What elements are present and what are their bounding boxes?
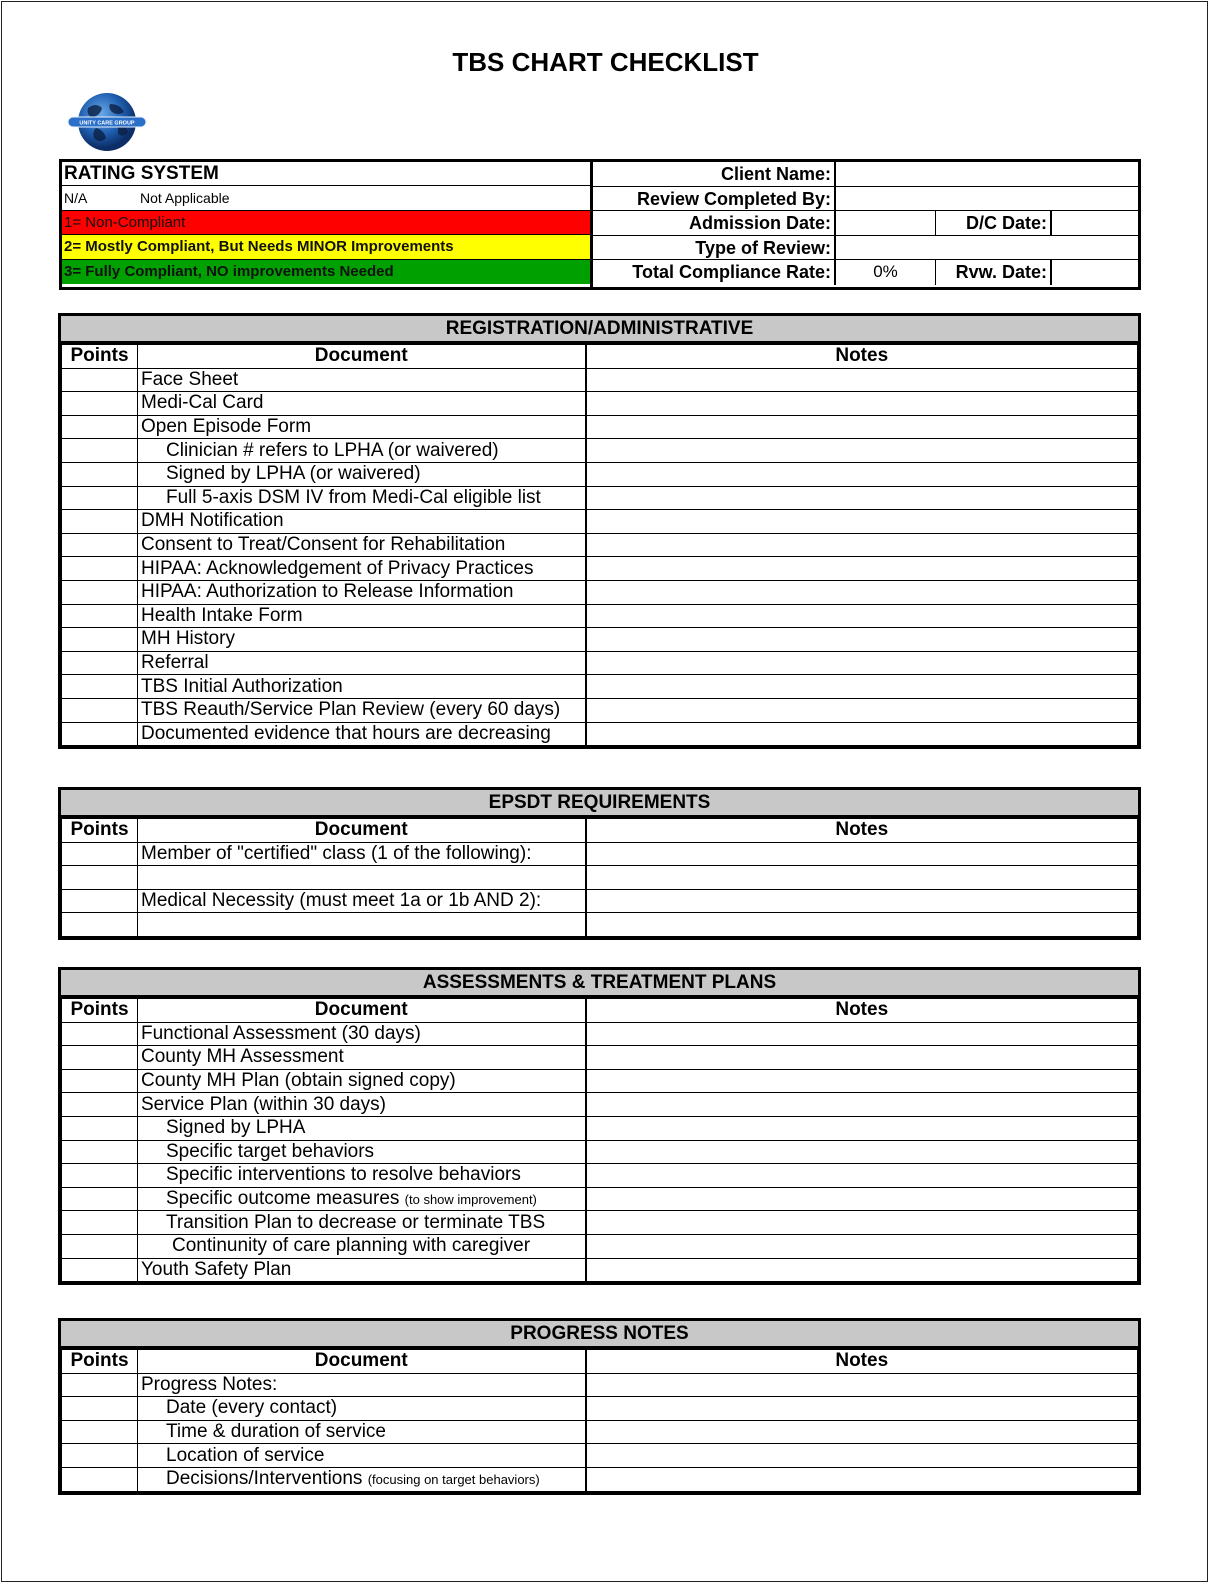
client-info [593,162,1138,287]
notes-cell[interactable] [586,1116,1138,1140]
progress-table [61,1349,1138,1492]
points-cell[interactable] [62,1140,138,1164]
notes-cell[interactable] [586,1373,1138,1397]
points-cell[interactable] [62,1187,138,1211]
notes-cell[interactable] [586,1187,1138,1211]
document-cell: Member of "certified" class (1 of the following): [138,842,586,866]
notes-cell[interactable] [586,392,1138,416]
type-review-row [593,236,1138,261]
table-row [62,368,1138,392]
rvw-date-field[interactable] [1052,260,1138,285]
epsdt-table [61,818,1138,937]
notes-cell[interactable] [586,628,1138,652]
type-review-field[interactable] [836,236,1138,260]
table-row [62,628,1138,652]
points-cell[interactable] [62,628,138,652]
points-cell[interactable] [62,486,138,510]
notes-header: Notes [586,819,1138,843]
document-cell: Face Sheet [138,368,586,392]
points-cell[interactable] [62,1258,138,1282]
document-note: (focusing on target behaviors) [367,1472,540,1488]
document-cell[interactable] [138,866,586,890]
table-row [62,1444,1138,1468]
document-cell[interactable] [138,913,586,937]
table-row [62,580,1138,604]
document-cell: Progress Notes: [138,1373,586,1397]
dc-date-label: D/C Date: [936,211,1052,235]
document-cell: Documented evidence that hours are decreasing [138,722,586,746]
table-row [62,1420,1138,1444]
points-cell[interactable] [62,604,138,628]
assessments-table [61,998,1138,1282]
points-cell[interactable] [62,533,138,557]
table-row [62,486,1138,510]
client-name-field[interactable] [836,162,1138,186]
rating-heading: RATING SYSTEM [62,162,590,186]
points-cell[interactable] [62,1373,138,1397]
notes-cell[interactable] [586,722,1138,746]
admission-date-field[interactable] [836,211,936,235]
points-header: Points [62,1350,138,1374]
table-row [62,1093,1138,1117]
table-row [62,651,1138,675]
admission-row [593,211,1138,236]
table-row [62,1164,1138,1188]
document-cell [138,1467,586,1491]
table-row [62,1467,1138,1491]
table-row [62,1187,1138,1211]
table-header-row [62,345,1138,369]
table-row [62,1046,1138,1070]
table-row [62,866,1138,890]
compliance-label: Total Compliance Rate: [593,260,836,285]
table-row [62,1116,1138,1140]
document-cell: Specific interventions to resolve behaviors [138,1164,586,1188]
rvw-date-label: Rvw. Date: [936,260,1052,285]
table-row [62,889,1138,913]
points-cell[interactable] [62,368,138,392]
rating-2: 2= Mostly Compliant, But Needs MINOR Improvements [62,235,590,259]
review-by-label: Review Completed By: [593,187,836,211]
globe-logo-icon [66,92,148,154]
document-cell: Referral [138,651,586,675]
points-cell[interactable] [62,1069,138,1093]
table-row [62,1397,1138,1421]
document-cell: County MH Assessment [138,1046,586,1070]
notes-cell[interactable] [586,1140,1138,1164]
notes-cell[interactable] [586,1022,1138,1046]
table-row [62,698,1138,722]
table-row [62,1234,1138,1258]
notes-cell[interactable] [586,462,1138,486]
document-header: Document [138,345,586,369]
notes-cell[interactable] [586,842,1138,866]
points-cell[interactable] [62,415,138,439]
registration-table [61,344,1138,746]
notes-header: Notes [586,1350,1138,1374]
document-cell: HIPAA: Authorization to Release Information [138,580,586,604]
document-cell: Health Intake Form [138,604,586,628]
notes-cell[interactable] [586,1420,1138,1444]
notes-cell[interactable] [586,1046,1138,1070]
logo-text: UNITY CARE GROUP [79,120,135,127]
notes-cell[interactable] [586,1234,1138,1258]
notes-cell[interactable] [586,1164,1138,1188]
points-cell[interactable] [62,866,138,890]
document-cell: Service Plan (within 30 days) [138,1093,586,1117]
document-note: (to show improvement) [404,1192,537,1208]
points-header: Points [62,999,138,1023]
document-cell: HIPAA: Acknowledgement of Privacy Practices [138,557,586,581]
table-row [62,510,1138,534]
compliance-value: 0% [836,260,936,285]
points-cell[interactable] [62,1211,138,1235]
document-cell: Clinician # refers to LPHA (or waivered) [138,439,586,463]
document-cell: County MH Plan (obtain signed copy) [138,1069,586,1093]
table-row [62,392,1138,416]
type-review-label: Type of Review: [593,236,836,260]
document-header: Document [138,999,586,1023]
table-row [62,1069,1138,1093]
notes-cell[interactable] [586,651,1138,675]
notes-cell[interactable] [586,1444,1138,1468]
document-cell: Medi-Cal Card [138,392,586,416]
page-title: TBS CHART CHECKLIST [452,47,759,77]
notes-cell[interactable] [586,415,1138,439]
notes-cell[interactable] [586,604,1138,628]
table-header-row [62,819,1138,843]
table-header-row [62,999,1138,1023]
rating-na-label: Not Applicable [140,190,230,207]
points-cell[interactable] [62,392,138,416]
rating-1: 1= Non-Compliant [62,211,590,235]
notes-cell[interactable] [586,1093,1138,1117]
notes-cell[interactable] [586,913,1138,937]
points-cell[interactable] [62,1116,138,1140]
notes-cell[interactable] [586,1397,1138,1421]
compliance-row [593,260,1138,285]
notes-cell[interactable] [586,557,1138,581]
points-cell[interactable] [62,675,138,699]
document-cell: Consent to Treat/Consent for Rehabilitation [138,533,586,557]
notes-cell[interactable] [586,1258,1138,1282]
table-row [62,1258,1138,1282]
document-header: Document [138,1350,586,1374]
points-cell[interactable] [62,580,138,604]
document-cell: MH History [138,628,586,652]
review-by-field[interactable] [836,187,1138,211]
document-cell: Signed by LPHA (or waivered) [138,462,586,486]
notes-cell[interactable] [586,889,1138,913]
table-row [62,842,1138,866]
points-cell[interactable] [62,889,138,913]
document-cell: DMH Notification [138,510,586,534]
client-name-row [593,162,1138,187]
document-cell: Youth Safety Plan [138,1258,586,1282]
review-by-row [593,187,1138,212]
points-cell[interactable] [62,698,138,722]
points-header: Points [62,819,138,843]
table-row [62,1022,1138,1046]
table-row [62,1211,1138,1235]
notes-cell[interactable] [586,486,1138,510]
document-text: Specific outcome measures [166,1188,400,1210]
section-title: ASSESSMENTS & TREATMENT PLANS [61,970,1138,998]
points-cell[interactable] [62,1164,138,1188]
table-row [62,439,1138,463]
admission-label: Admission Date: [593,211,836,235]
points-cell[interactable] [62,462,138,486]
section-progress-notes [58,1318,1141,1495]
client-name-label: Client Name: [593,162,836,186]
points-cell[interactable] [62,510,138,534]
document-cell: TBS Reauth/Service Plan Review (every 60 days) [138,698,586,722]
points-cell[interactable] [62,842,138,866]
section-title: EPSDT REQUIREMENTS [61,790,1138,818]
rating-3: 3= Fully Compliant, NO improvements Needed [62,260,590,284]
notes-cell[interactable] [586,510,1138,534]
notes-cell[interactable] [586,533,1138,557]
points-cell[interactable] [62,913,138,937]
document-cell: Transition Plan to decrease or terminate TBS [138,1211,586,1235]
points-cell[interactable] [62,1420,138,1444]
document-cell: Specific target behaviors [138,1140,586,1164]
table-row [62,722,1138,746]
points-cell[interactable] [62,1093,138,1117]
table-row [62,415,1138,439]
section-assessments [58,967,1141,1285]
table-row [62,533,1138,557]
document-cell: TBS Initial Authorization [138,675,586,699]
points-cell[interactable] [62,439,138,463]
table-header-row [62,1350,1138,1374]
document-cell: Open Episode Form [138,415,586,439]
notes-cell[interactable] [586,439,1138,463]
table-row [62,913,1138,937]
document-header: Document [138,819,586,843]
table-row [62,675,1138,699]
table-row [62,1373,1138,1397]
document-cell [138,1187,586,1211]
document-cell: Continunity of care planning with caregiver [138,1234,586,1258]
document-cell: Functional Assessment (30 days) [138,1022,586,1046]
points-cell[interactable] [62,1046,138,1070]
notes-cell[interactable] [586,580,1138,604]
section-title: PROGRESS NOTES [61,1321,1138,1349]
document-cell: Signed by LPHA [138,1116,586,1140]
section-epsdt [58,787,1141,940]
notes-cell[interactable] [586,866,1138,890]
table-row [62,604,1138,628]
notes-header: Notes [586,999,1138,1023]
notes-cell[interactable] [586,368,1138,392]
points-header: Points [62,345,138,369]
points-cell[interactable] [62,1444,138,1468]
document-cell: Full 5-axis DSM IV from Medi-Cal eligible list [138,486,586,510]
section-registration [58,313,1141,749]
notes-header: Notes [586,345,1138,369]
document-cell: Medical Necessity (must meet 1a or 1b AND 2): [138,889,586,913]
points-cell[interactable] [62,1397,138,1421]
table-row [62,557,1138,581]
points-cell[interactable] [62,1022,138,1046]
points-cell[interactable] [62,1234,138,1258]
rating-na-code: N/A [64,190,88,207]
document-cell: Location of service [138,1444,586,1468]
header-table [59,159,1141,290]
points-cell[interactable] [62,722,138,746]
notes-cell[interactable] [586,1211,1138,1235]
rating-system [62,162,593,287]
section-title: REGISTRATION/ADMINISTRATIVE [61,316,1138,344]
notes-cell[interactable] [586,1069,1138,1093]
document-cell: Date (every contact) [138,1397,586,1421]
points-cell[interactable] [62,651,138,675]
notes-cell[interactable] [586,1467,1138,1491]
document-text: Decisions/Interventions [166,1468,363,1490]
notes-cell[interactable] [586,698,1138,722]
points-cell[interactable] [62,557,138,581]
notes-cell[interactable] [586,675,1138,699]
table-row [62,462,1138,486]
points-cell[interactable] [62,1467,138,1491]
rating-na [62,186,590,210]
document-cell: Time & duration of service [138,1420,586,1444]
table-row [62,1140,1138,1164]
dc-date-field[interactable] [1052,211,1138,235]
